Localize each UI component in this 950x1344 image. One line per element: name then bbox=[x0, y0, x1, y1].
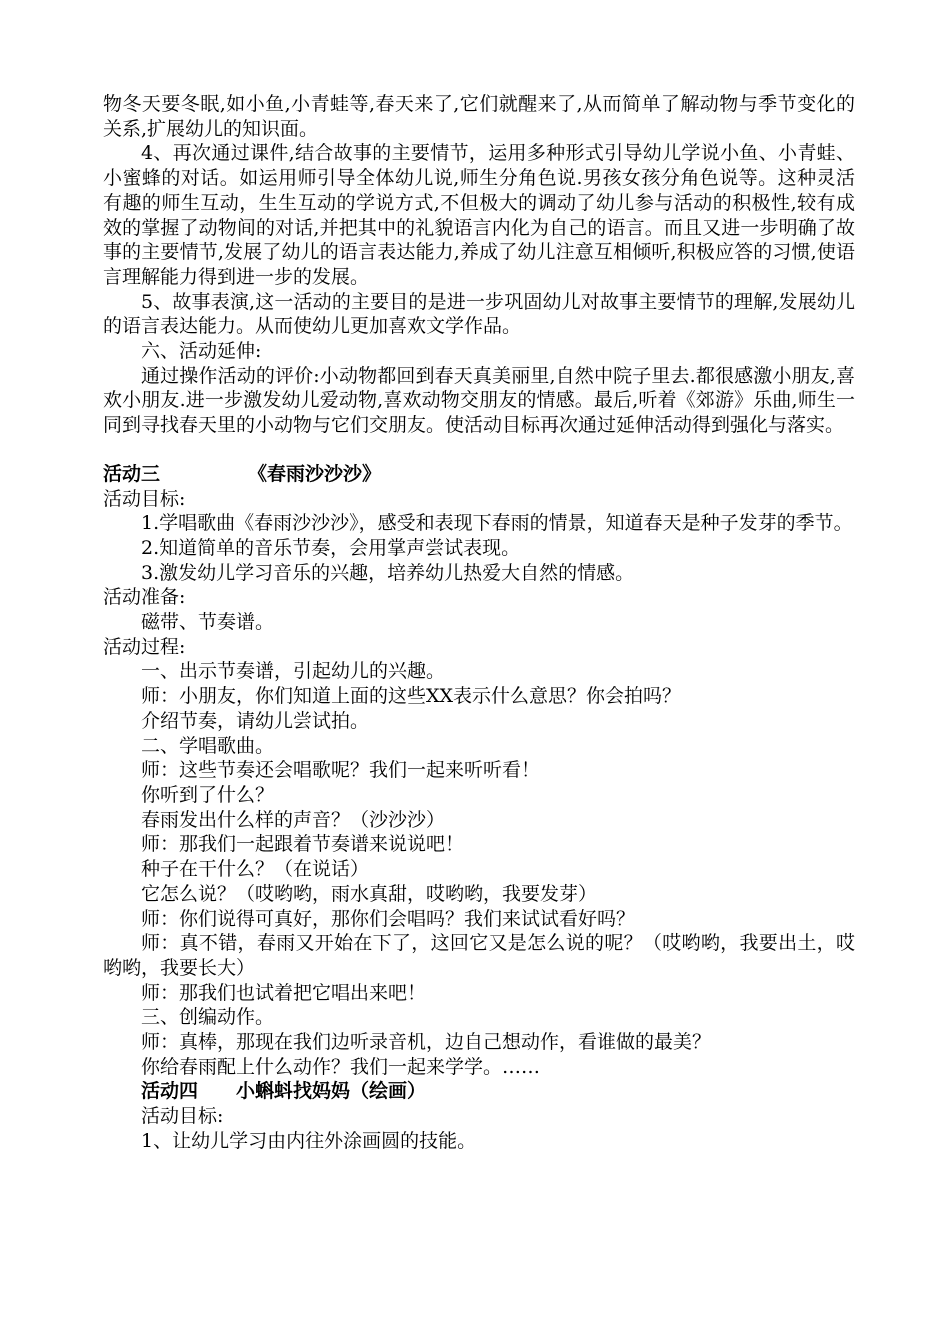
process-item: 它怎么说？（哎哟哟，雨水真甜，哎哟哟，我要发芽） bbox=[141, 882, 598, 905]
activity4-title: 小蝌蚪找妈妈（绘画） bbox=[236, 1080, 427, 1103]
paragraph: 5、故事表演,这一活动的主要目的是进一步巩固幼儿对故事主要情节的理解,发展幼儿的语言表达能力。从而使幼儿更加喜欢文学作品。 bbox=[103, 290, 855, 338]
process-item: 你给春雨配上什么动作？我们一起来学学。…… bbox=[141, 1055, 541, 1078]
process-item: 二、学唱歌曲。 bbox=[141, 734, 275, 757]
process-item: 春雨发出什么样的声音？（沙沙沙） bbox=[141, 808, 446, 831]
process-item: 师：你们说得可真好，那你们会唱吗？我们来试试看好吗？ bbox=[141, 907, 636, 930]
process-item: 介绍节奏，请幼儿尝试拍。 bbox=[141, 709, 370, 732]
process-item: 你听到了什么？ bbox=[141, 783, 275, 806]
section-heading: 六、活动延伸: bbox=[141, 340, 262, 363]
process-item: 师：那我们一起跟着节奏谱来说说吧！ bbox=[141, 833, 465, 856]
process-item: 种子在干什么？（在说话） bbox=[141, 858, 370, 881]
activity3-prep-label: 活动准备: bbox=[103, 586, 186, 609]
goal-item: 1.学唱歌曲《春雨沙沙沙》，感受和表现下春雨的情景，知道春天是种子发芽的季节。 bbox=[141, 512, 853, 535]
process-item: 师：小朋友，你们知道上面的这些XX表示什么意思？你会拍吗？ bbox=[141, 685, 682, 708]
activity3-title: 《春雨沙沙沙》 bbox=[248, 462, 382, 485]
activity4-goals-label: 活动目标: bbox=[141, 1105, 224, 1128]
activity3-process-label: 活动过程: bbox=[103, 635, 186, 658]
process-item: 师：那我们也试着把它唱出来吧！ bbox=[141, 981, 427, 1004]
process-item: 师：真不错，春雨又开始在下了，这回它又是怎么说的呢？（哎哟哟，我要出土，哎哟哟，我要长大） bbox=[103, 932, 855, 979]
activity3-goals-label: 活动目标: bbox=[103, 487, 186, 510]
activity3-heading bbox=[103, 462, 855, 487]
paragraph: 物冬天要冬眠,如小鱼,小青蛙等,春天来了,它们就醒来了,从而简单了解动物与季节变化的关系,扩展幼儿的知识面。 bbox=[103, 93, 855, 140]
paragraph: 通过操作活动的评价:小动物都回到春天真美丽里,自然中院子里去.都很感激小朋友,喜欢小朋友.进一步激发幼儿爱动物,喜欢动物交朋友的情感。最后,听着《郊游》乐曲,师生一同到寻找春天里的小动物与它们交朋友。使活动目标再次通过延伸活动得到强化与落实。 bbox=[103, 364, 855, 437]
goal-item: 3.激发幼儿学习音乐的兴趣，培养幼儿热爱大自然的情感。 bbox=[141, 561, 635, 584]
prep-text: 磁带、节奏谱。 bbox=[141, 611, 275, 634]
process-item: 师：这些节奏还会唱歌呢？我们一起来听听看！ bbox=[141, 759, 541, 782]
goal-item: 1、让幼儿学习由内往外涂画圆的技能。 bbox=[141, 1129, 477, 1152]
goal-item: 2.知道简单的音乐节奏，会用掌声尝试表现。 bbox=[141, 536, 521, 559]
activity3-label: 活动三 bbox=[103, 462, 161, 485]
activity4-label: 活动四 bbox=[141, 1080, 199, 1103]
document-page bbox=[103, 92, 855, 1154]
process-item: 三、创编动作。 bbox=[141, 1006, 275, 1029]
activity4-heading bbox=[103, 1079, 855, 1104]
paragraph: 4、再次通过课件,结合故事的主要情节，运用多种形式引导幼儿学说小鱼、小青蛙、 小蜜蜂的对话。如运用师引导全体幼儿说,师生分角色说.男孩女孩分角色说等。这种灵活有趣的师生互动，生生互动的学说方式,不但极大的调动了幼儿参与活动的积极性,较有成效的掌握了动物间的对话,并把其中的礼貌语言内化为自己的语言。而且又进一步明确了故事的主要情节,发展了幼儿的语言表达能力,养成了幼儿注意互相倾听,积极应答的习惯,使语言理解能力得到进一步的发展。 bbox=[103, 142, 855, 288]
process-item: 一、出示节奏谱，引起幼儿的兴趣。 bbox=[141, 660, 446, 683]
process-item: 师：真棒，那现在我们边听录音机，边自己想动作，看谁做的最美？ bbox=[141, 1031, 712, 1054]
